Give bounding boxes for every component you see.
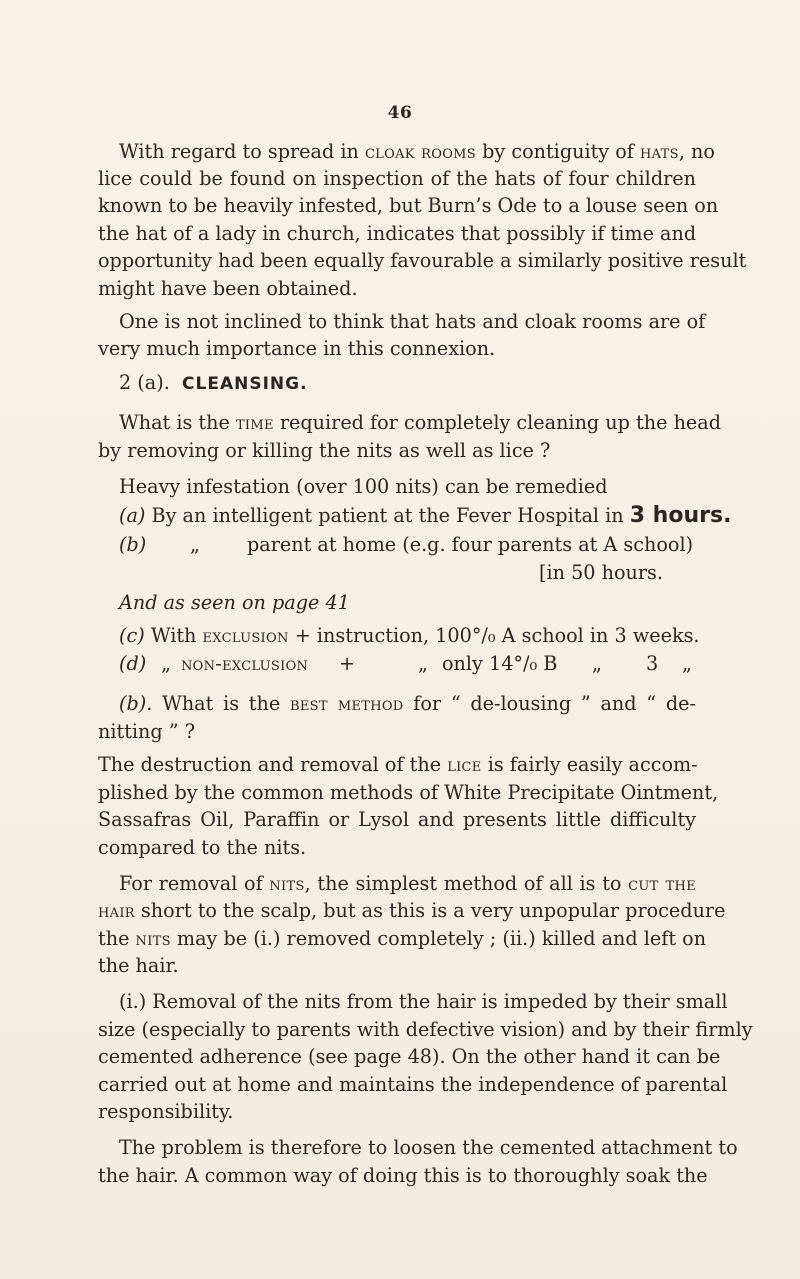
question-line: What is the time required for completely cleaning up the head [119, 411, 722, 434]
ditto-mark: „ [682, 652, 692, 675]
paragraph-line: plished by the common methods of White Precipitate Ointment, [98, 781, 719, 804]
paragraph-line: (i.) Removal of the nits from the hair is impeded by their small [119, 990, 728, 1013]
paragraph-line: compared to the nits. [98, 836, 307, 859]
paragraph-line: And as seen on page 41 [119, 591, 350, 614]
section-number: 2 (a). [119, 371, 170, 394]
paragraph-line: hair short to the scalp, but as this is a very unpopular procedure [98, 899, 726, 922]
ditto-mark: „ [592, 652, 602, 675]
list-item-b-continuation: [in 50 hours. [539, 561, 663, 584]
list-item-d-number: 3 [646, 652, 659, 675]
paragraph-line: Heavy infestation (over 100 nits) can be remedied [119, 475, 608, 498]
list-item-b-text: parent at home (e.g. four parents at A school) [247, 533, 694, 556]
paragraph-line: carried out at home and maintains the independence of parental [98, 1073, 728, 1096]
page-number: 46 [387, 103, 413, 123]
paragraph-line: the hair. A common way of doing this is to thoroughly soak the [98, 1164, 708, 1187]
paragraph-line: With regard to spread in cloak rooms by contiguity of hats, no [119, 140, 715, 163]
small-caps-term: hair [98, 899, 135, 922]
paragraph-line: cemented adherence (see page 48). On the other hand it can be [98, 1045, 721, 1068]
small-caps-term: cloak rooms [364, 140, 476, 163]
list-item-d-text: only 14°/₀ B [442, 652, 558, 675]
paragraph-line: known to be heavily infested, but Burn’s Ode to a louse seen on [98, 194, 719, 217]
small-caps-term: time [235, 411, 274, 434]
paragraph-line: The problem is therefore to loosen the cemented attachment to [119, 1136, 738, 1159]
paragraph-line: size (especially to parents with defective vision) and by their firmly [98, 1018, 753, 1041]
small-caps-term: best method [289, 692, 404, 715]
paragraph-line: One is not inclined to think that hats and cloak rooms are of [119, 310, 706, 333]
list-item-a: (a) By an intelligent patient at the Fever Hospital in 3 hours. [119, 503, 732, 528]
paragraph-line: The destruction and removal of the lice is fairly easily accom- [98, 753, 698, 776]
small-caps-term: hats [640, 140, 679, 163]
plus-sign: + [339, 652, 356, 675]
small-caps-term: non-exclusion [181, 652, 309, 675]
paragraph-line: lice could be found on inspection of the hats of four children [98, 167, 696, 190]
paragraph-line: For removal of nits, the simplest method of all is to cut the [119, 872, 696, 895]
ditto-mark: „ [161, 652, 171, 675]
small-caps-term: cut the [628, 872, 696, 895]
small-caps-term: lice [447, 753, 482, 776]
section-heading [119, 371, 308, 396]
small-caps-term: nits [269, 872, 305, 895]
question-line: nitting ” ? [98, 720, 195, 743]
ditto-mark: „ [190, 533, 200, 556]
question-line: by removing or killing the nits as well as lice ? [98, 439, 551, 462]
ditto-mark: „ [418, 652, 428, 675]
section-title: CLEANSING. [182, 374, 308, 394]
paragraph-line: the hat of a lady in church, indicates that possibly if time and [98, 222, 697, 245]
list-item-b-label: (b) [119, 533, 147, 556]
small-caps-term: nits [135, 927, 171, 950]
paragraph-line: opportunity had been equally favourable a similarly positive result [98, 249, 747, 272]
paragraph-line: the nits may be (i.) removed completely ; (ii.) killed and left on [98, 927, 707, 950]
list-item-d-label: (d) [119, 652, 147, 675]
small-caps-term: exclusion [202, 624, 289, 647]
paragraph-line: very much importance in this connexion. [98, 337, 496, 360]
paragraph-line: Sassafras Oil, Paraffin or Lysol and presents little difficulty [98, 808, 696, 831]
question-line: (b). What is the best method for “ de-lousing ” and “ de- [119, 692, 696, 715]
emphasis-hours: 3 hours. [629, 503, 732, 528]
paragraph-line: the hair. [98, 954, 179, 977]
paragraph-line: responsibility. [98, 1100, 234, 1123]
paragraph-line: might have been obtained. [98, 277, 358, 300]
list-item-c: (c) With exclusion + instruction, 100°/₀ A school in 3 weeks. [119, 624, 700, 647]
